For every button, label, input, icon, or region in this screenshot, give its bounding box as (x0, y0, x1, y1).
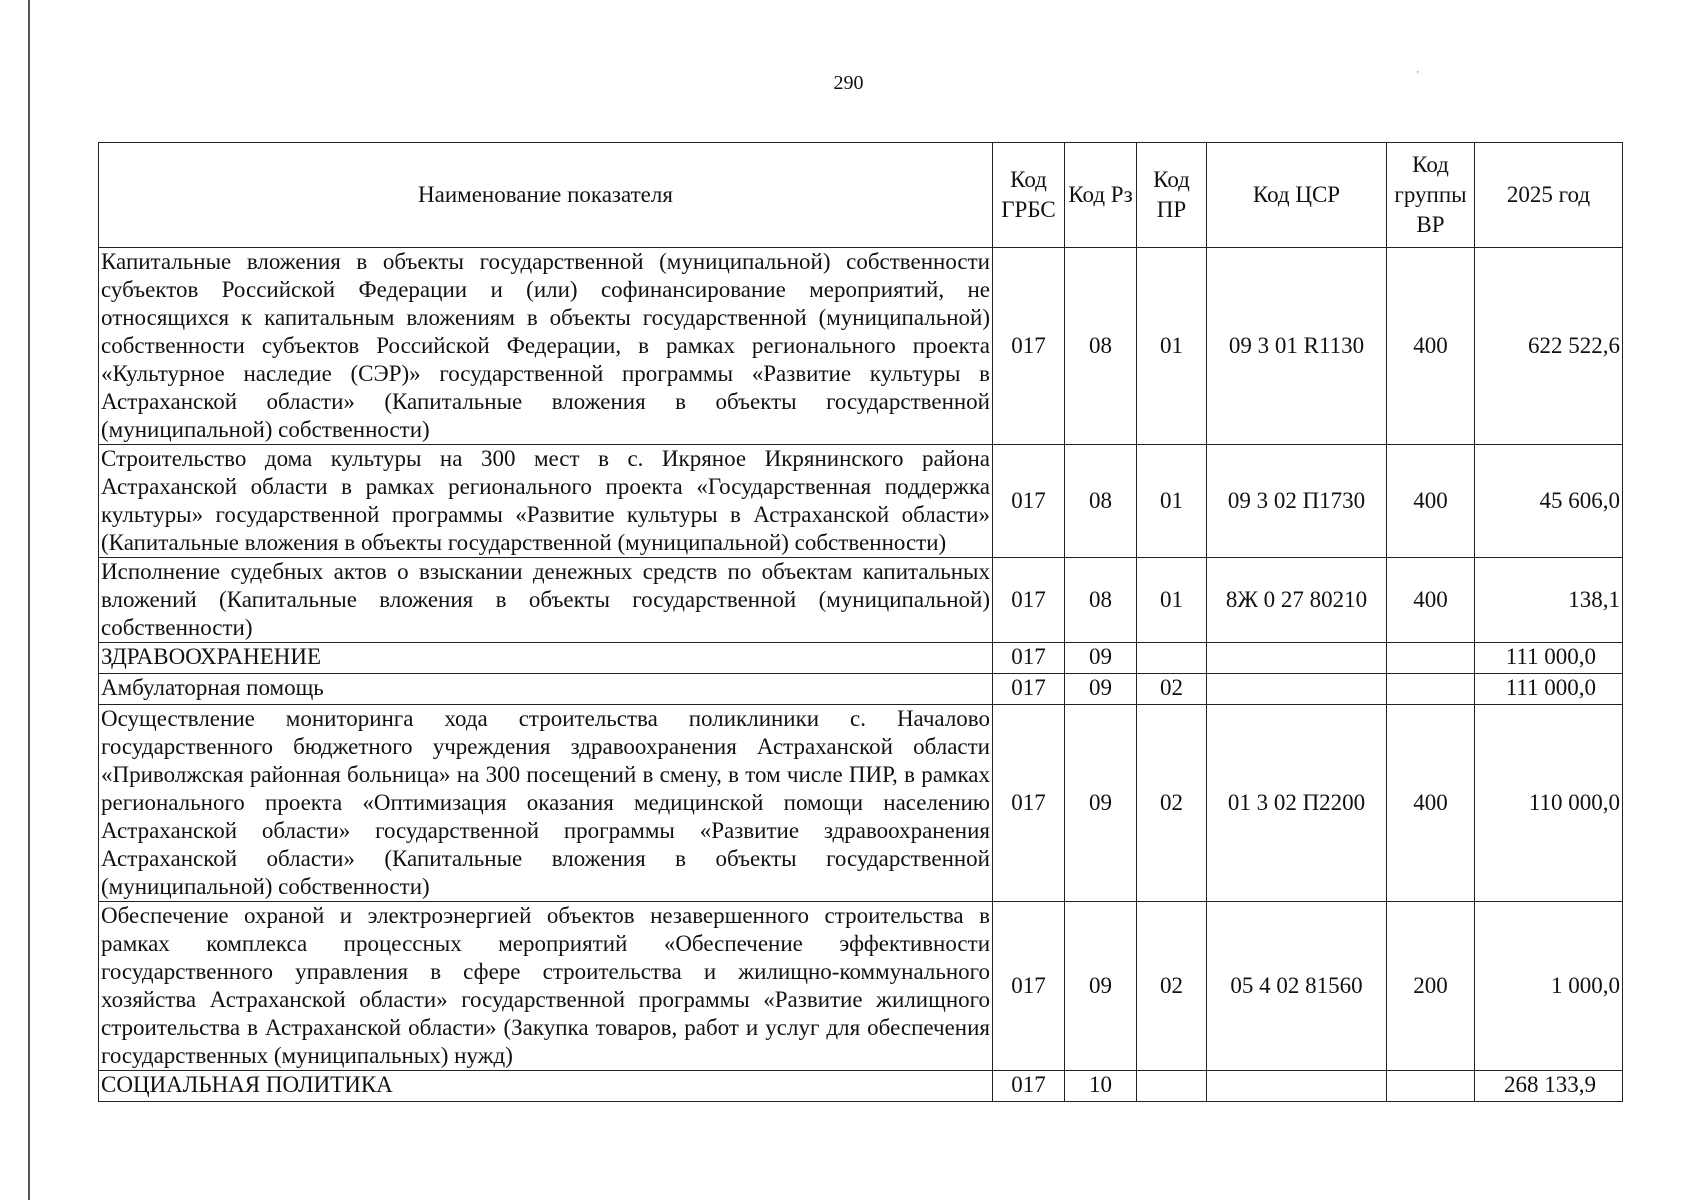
row-name: Строительство дома культуры на 300 мест в с. Икряное Икрянинского района Астраханской области в рамках регионального проекта «Государственная поддержка культуры» государственной программы «Развитие культуры в Астраханской области» (Капитальные вложения в объекты государственной (муниципальной) собственности) (99, 445, 993, 558)
row-pr (1137, 643, 1207, 674)
row-amount: 45 606,0 (1475, 445, 1623, 558)
row-grbs: 017 (993, 705, 1065, 902)
header-year: 2025 год (1475, 143, 1623, 248)
row-rz: 09 (1065, 674, 1137, 705)
row-csr (1207, 1071, 1387, 1102)
row-csr: 09 3 02 П1730 (1207, 445, 1387, 558)
row-name: СОЦИАЛЬНАЯ ПОЛИТИКА (99, 1071, 993, 1102)
table-row (99, 643, 1623, 674)
row-rz: 08 (1065, 558, 1137, 643)
table-row (99, 248, 1623, 445)
row-amount: 111 000,0 (1475, 674, 1623, 705)
row-rz: 09 (1065, 902, 1137, 1071)
header-rz: Код Рз (1065, 143, 1137, 248)
binding-line (28, 0, 30, 1200)
row-grbs: 017 (993, 674, 1065, 705)
row-name: Капитальные вложения в объекты государственной (муниципальной) собственности субъектов Российской Федерации и (или) софинансирование мероприятий, не относящихся к капитальным вложениям в объекты государственной (муниципальной) собственности субъектов Российской Федерации, в рамках регионального проекта «Культурное наследие (СЭР)» государственной программы «Развитие культуры в Астраханской области» (Капитальные вложения в объекты государственной (муниципальной) собственности) (99, 248, 993, 445)
row-rz: 09 (1065, 705, 1137, 902)
row-csr (1207, 643, 1387, 674)
budget-table (98, 142, 1623, 1102)
row-vr (1387, 643, 1475, 674)
header-csr: Код ЦСР (1207, 143, 1387, 248)
row-pr (1137, 1071, 1207, 1102)
row-rz: 08 (1065, 248, 1137, 445)
table-row (99, 558, 1623, 643)
row-amount: 138,1 (1475, 558, 1623, 643)
row-pr: 02 (1137, 705, 1207, 902)
row-pr: 01 (1137, 445, 1207, 558)
row-csr: 8Ж 0 27 80210 (1207, 558, 1387, 643)
row-grbs: 017 (993, 643, 1065, 674)
table-row (99, 445, 1623, 558)
table-row (99, 1071, 1623, 1102)
scan-speck: ʼ (1416, 70, 1420, 81)
row-name: Осуществление мониторинга хода строительства поликлиники с. Началово государственного бюджетного учреждения здравоохранения Астраханской области «Приволжская районная больница» на 300 посещений в смену, в том числе ПИР, в рамках регионального проекта «Оптимизация оказания медицинской помощи населению Астраханской области» государственной программы «Развитие здравоохранения Астраханской области» (Капитальные вложения в объекты государственной (муниципальной) собственности) (99, 705, 993, 902)
row-name: Амбулаторная помощь (99, 674, 993, 705)
row-grbs: 017 (993, 248, 1065, 445)
row-csr: 01 3 02 П2200 (1207, 705, 1387, 902)
row-vr: 400 (1387, 705, 1475, 902)
row-csr (1207, 674, 1387, 705)
table-header-row (99, 143, 1623, 248)
row-csr: 05 4 02 81560 (1207, 902, 1387, 1071)
row-vr (1387, 1071, 1475, 1102)
row-name: Исполнение судебных актов о взыскании денежных средств по объектам капитальных вложений (Капитальные вложения в объекты государственной (муниципальной) собственности) (99, 558, 993, 643)
header-pr: Код ПР (1137, 143, 1207, 248)
row-vr: 400 (1387, 248, 1475, 445)
row-rz: 10 (1065, 1071, 1137, 1102)
row-pr: 02 (1137, 674, 1207, 705)
row-pr: 02 (1137, 902, 1207, 1071)
table-row (99, 674, 1623, 705)
row-amount: 622 522,6 (1475, 248, 1623, 445)
row-amount: 110 000,0 (1475, 705, 1623, 902)
header-name: Наименование показателя (99, 143, 993, 248)
row-rz: 08 (1065, 445, 1137, 558)
row-grbs: 017 (993, 558, 1065, 643)
row-amount: 268 133,9 (1475, 1071, 1623, 1102)
row-grbs: 017 (993, 1071, 1065, 1102)
row-name: Обеспечение охраной и электроэнергией объектов незавершенного строительства в рамках комплекса процессных мероприятий «Обеспечение эффективности государственного управления в сфере строительства и жилищно-коммунального хозяйства Астраханской области» государственной программы «Развитие жилищного строительства в Астраханской области» (Закупка товаров, работ и услуг для обеспечения государственных (муниципальных) нужд) (99, 902, 993, 1071)
header-grbs: Код ГРБС (993, 143, 1065, 248)
row-vr (1387, 674, 1475, 705)
row-rz: 09 (1065, 643, 1137, 674)
row-grbs: 017 (993, 445, 1065, 558)
row-pr: 01 (1137, 558, 1207, 643)
row-grbs: 017 (993, 902, 1065, 1071)
table-row (99, 902, 1623, 1071)
row-vr: 400 (1387, 558, 1475, 643)
row-vr: 200 (1387, 902, 1475, 1071)
row-name: ЗДРАВООХРАНЕНИЕ (99, 643, 993, 674)
header-vr: Код группы ВР (1387, 143, 1475, 248)
table-row (99, 705, 1623, 902)
row-vr: 400 (1387, 445, 1475, 558)
page-number: 290 (833, 72, 864, 94)
row-pr: 01 (1137, 248, 1207, 445)
row-amount: 111 000,0 (1475, 643, 1623, 674)
row-csr: 09 3 01 R1130 (1207, 248, 1387, 445)
row-amount: 1 000,0 (1475, 902, 1623, 1071)
